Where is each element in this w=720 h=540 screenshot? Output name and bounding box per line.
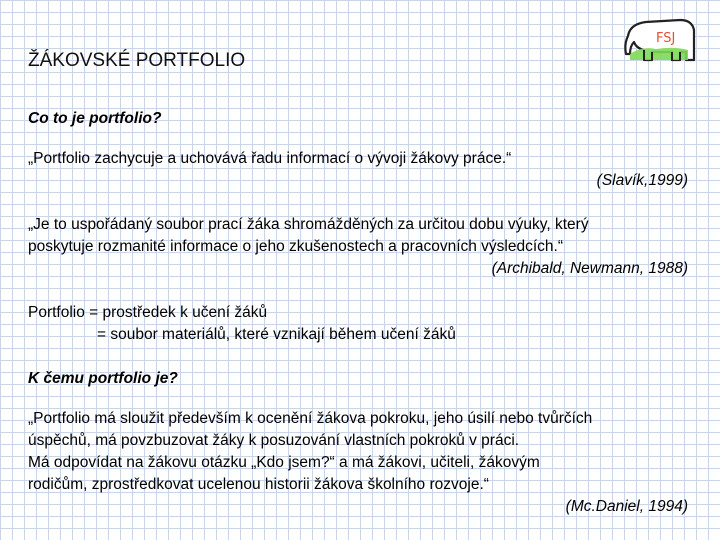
definition-line: Portfolio = prostředek k učení žáků: [28, 304, 268, 321]
logo-text: FSJ: [656, 31, 676, 46]
citation-archibald: (Archibald, Newmann, 1988): [491, 260, 688, 277]
question-what: Co to je portfolio?: [28, 110, 162, 127]
slide-content: [28, 108, 688, 518]
citation-mcdaniel: (Mc.Daniel, 1994): [565, 498, 688, 515]
quote-mcdaniel-line: „Portfolio má sloužit především k ocenění žákova pokroku, jeho úsilí nebo tvůrčích: [28, 410, 593, 427]
quote-slavik: „Portfolio zachycuje a uchovává řadu informací o vývoji žákovy práce.“: [28, 150, 512, 167]
quote-archibald-line: „Je to uspořádaný soubor prací žáka shromážděných za určitou dobu výuky, který: [28, 216, 589, 233]
elephant-logo-icon: [622, 16, 698, 68]
quote-archibald-line: poskytuje rozmanité informace o jeho zkušenostech a pracovních výsledcích.“: [28, 238, 564, 255]
quote-mcdaniel-line: Má odpovídat na žákovu otázku „Kdo jsem?“ a má žákovi, učiteli, žákovým: [28, 454, 540, 471]
slide-title: ŽÁKOVSKÉ PORTFOLIO: [28, 50, 246, 71]
citation-slavik: (Slavík,1999): [596, 172, 688, 189]
definition-line: = soubor materiálů, které vznikají během učení žáků: [97, 326, 456, 343]
quote-mcdaniel-line: úspěchů, má povzbuzovat žáky k posuzování vlastních pokroků v práci.: [28, 432, 520, 449]
quote-mcdaniel-line: rodičům, zprostředkovat ucelenou historii žákova školního rozvoje.“: [28, 476, 489, 493]
question-why: K čemu portfolio je?: [28, 370, 178, 387]
